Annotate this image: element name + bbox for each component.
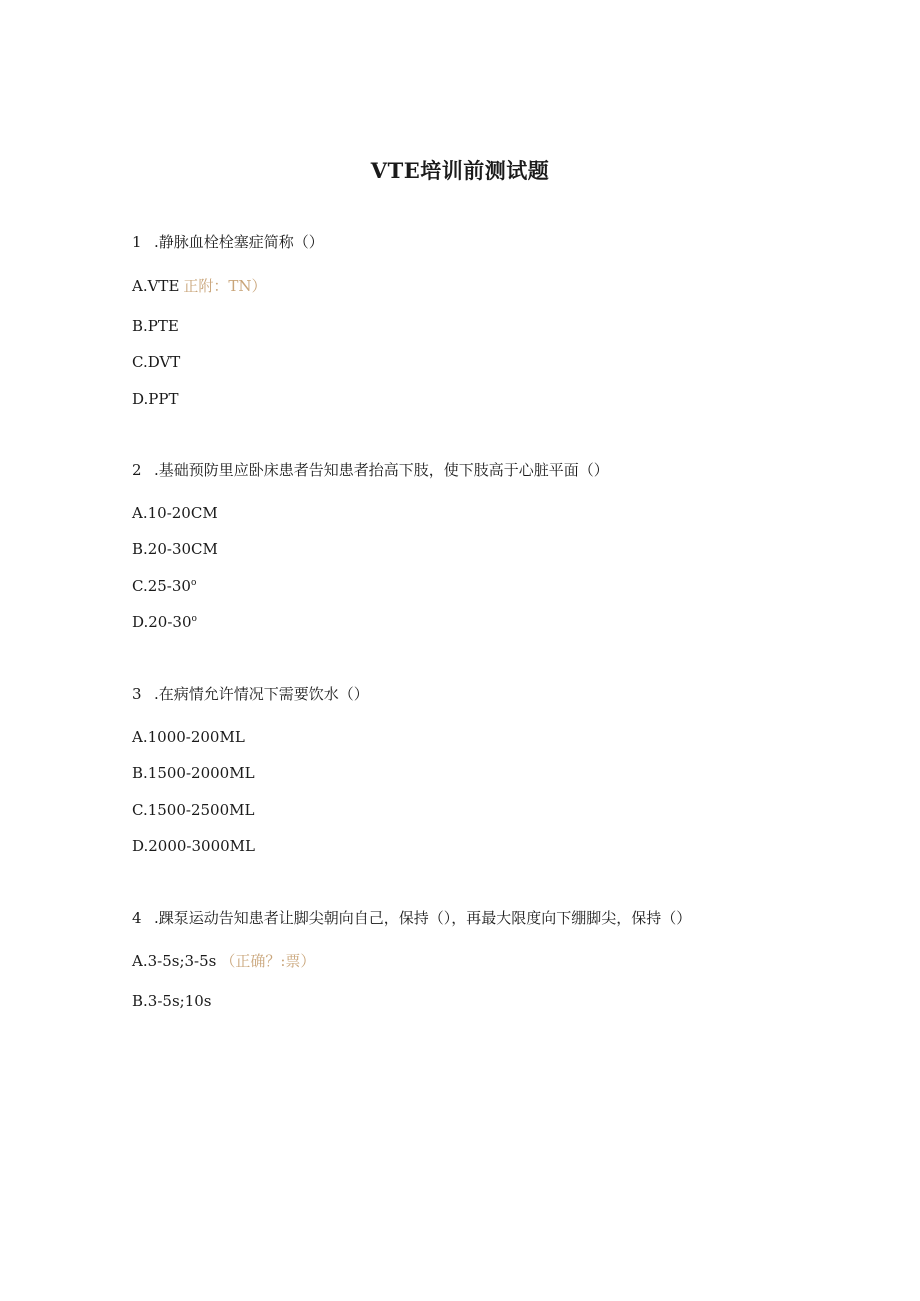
question-1-option-c bbox=[132, 351, 180, 373]
option-label: A.10-20CM bbox=[132, 504, 218, 522]
question-number: 4 bbox=[132, 909, 142, 927]
question-1-option-a bbox=[132, 275, 267, 297]
question-text: .在病情允许情况下需要饮水（） bbox=[154, 685, 369, 703]
option-label: A.3-5s;3-5s bbox=[132, 952, 217, 970]
question-text: .踝泵运动告知患者让脚尖朝向自己，保持（），再最大限度向下绷脚尖，保持（） bbox=[154, 909, 692, 927]
option-label: D.20-30 bbox=[132, 613, 192, 631]
option-label: B.3-5s;10s bbox=[132, 992, 212, 1010]
degree-mark: o bbox=[190, 578, 197, 588]
option-label: C.DVT bbox=[132, 353, 181, 371]
question-3-option-d bbox=[132, 835, 255, 857]
question-3-option-b bbox=[132, 762, 255, 784]
question-2-option-b bbox=[132, 538, 218, 560]
question-number: 2 bbox=[132, 461, 142, 479]
degree-mark: o bbox=[191, 614, 197, 624]
option-label: D.PPT bbox=[132, 390, 179, 408]
option-label: D.2000-3000ML bbox=[132, 837, 255, 855]
question-2-option-a bbox=[132, 502, 218, 524]
option-label: C.1500-2500ML bbox=[132, 801, 255, 819]
option-label: B.PTE bbox=[132, 317, 179, 335]
answer-mark: （正确？:票） bbox=[220, 952, 316, 970]
question-2-option-d bbox=[132, 611, 197, 633]
question-text: .基础预防里应卧床患者告知患者抬高下肢，使下肢高于心脏平面（） bbox=[154, 461, 609, 479]
question-2 bbox=[132, 459, 609, 481]
question-number: 3 bbox=[132, 685, 142, 703]
question-3-option-a bbox=[132, 726, 245, 748]
question-3-option-c bbox=[132, 799, 254, 821]
option-label: B.1500-2000ML bbox=[132, 764, 255, 782]
question-number: 1 bbox=[132, 233, 142, 251]
question-3 bbox=[132, 683, 369, 705]
option-label: A.1000-200ML bbox=[132, 728, 245, 746]
question-text: .静脉血栓栓塞症简称（） bbox=[154, 233, 324, 251]
page-title: VTE培训前测试题 bbox=[370, 158, 550, 183]
question-2-option-c bbox=[132, 575, 196, 597]
question-4-option-b bbox=[132, 990, 211, 1012]
question-1-option-d bbox=[132, 388, 178, 410]
option-label: C.25-30 bbox=[132, 577, 191, 595]
question-4 bbox=[132, 907, 691, 929]
option-label: A.VTE bbox=[132, 277, 180, 295]
answer-mark: 正附：TN） bbox=[183, 277, 267, 295]
question-1-option-b bbox=[132, 315, 179, 337]
option-label: B.20-30CM bbox=[132, 540, 218, 558]
question-1 bbox=[132, 231, 324, 253]
question-4-option-a bbox=[132, 950, 315, 972]
